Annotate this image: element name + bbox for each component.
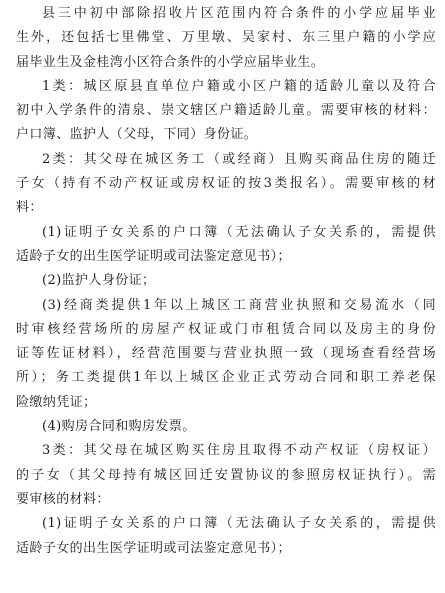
text-line: (1)证明子女关系的户口簿（无法确认子女关系的，需提供 [42,224,436,240]
text-line: (4)购房合同和购房发票。 [42,419,196,435]
text-line: 适龄子女的出生医学证明或司法鉴定意见书）； [16,248,291,264]
text-line: 证等佐证材料），经营范围要与营业执照一致（现场查看经营场 [16,346,436,362]
text-line: (3)经商类提供1年以上城区工商营业执照和交易流水（同 [42,297,436,313]
text-line: 时审核经营场所的房屋产权证或门市租赁合同以及房主的身份 [16,321,436,337]
text-line: 料： [16,200,43,216]
text-line: 户口簿、监护人（父母，下同）身份证。 [16,127,258,143]
text-line: 3类：其父母在城区购买住房且取得不动产权证（房权证） [42,443,436,459]
document-body [16,2,436,561]
text-line: 初中入学条件的清泉、崇文辖区户籍适龄儿童。需要审核的材料： [16,103,436,119]
text-line: (2)监护人身份证； [42,273,156,289]
text-line: 生外，还包括七里佛堂、万里墩、吴家村、东三里户籍的小学应 [16,30,436,46]
text-line: 适龄子女的出生医学证明或司法鉴定意见书）； [16,540,291,556]
text-line: 2类：其父母在城区务工（或经商）且购买商品住房的随迁 [42,151,436,167]
text-line: 的子女（其父母持有城区回迁安置协议的参照房权证执行）。需 [16,467,436,483]
text-line: 所）；务工类提供1年以上城区企业正式劳动合同和职工养老保 [16,370,436,386]
text-line: 子女（持有不动产权证或房权证的按3类报名）。需要审核的材 [16,176,436,192]
text-line: (1)证明子女关系的户口簿（无法确认子女关系的，需提供 [42,516,436,532]
text-line: 险缴纳凭证； [16,394,97,410]
text-line: 1类：城区原县直单位户籍或小区户籍的适龄儿童以及符合 [42,78,436,94]
text-line: 县三中初中部除招收片区范围内符合条件的小学应届毕业 [42,6,436,21]
text-line: 要审核的材料： [16,491,110,507]
text-line: 届毕业生及金桂湾小区符合条件的小学应届毕业生。 [16,54,325,70]
